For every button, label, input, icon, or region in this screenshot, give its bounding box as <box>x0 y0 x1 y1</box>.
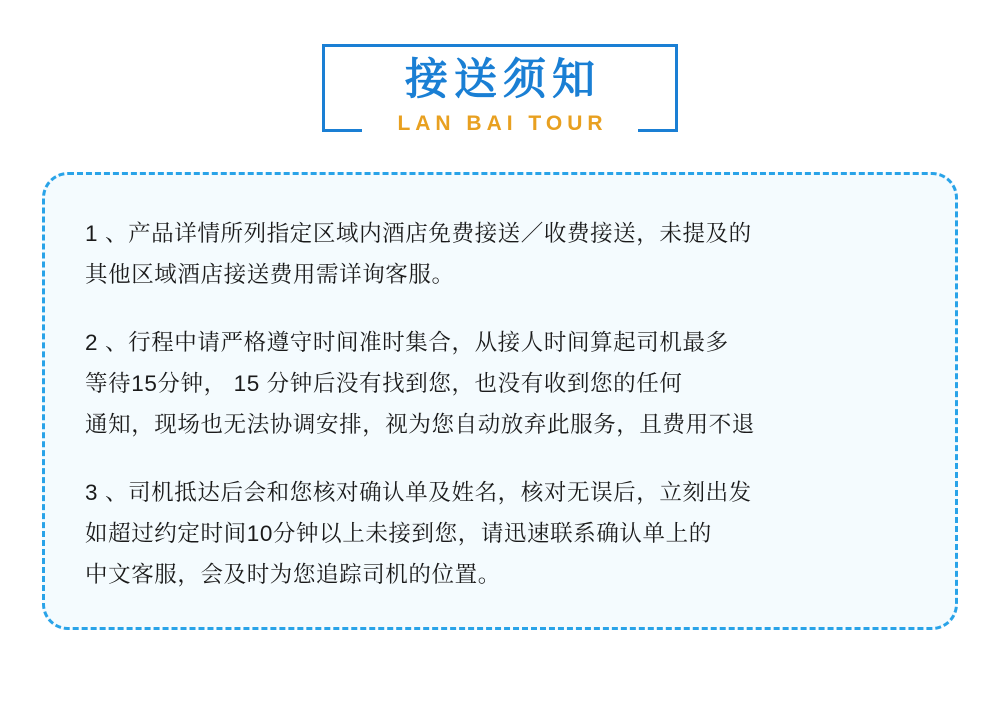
notice-line: 其他区域酒店接送费用需详询客服。 <box>85 262 455 287</box>
page-header <box>0 44 1000 144</box>
notice-line: 等待15分钟， 15 分钟后没有找到您，也没有收到您的任何 <box>85 371 683 396</box>
notice-line: 3 、司机抵达后会和您核对确认单及姓名，核对无误后，立刻出发 <box>85 480 752 505</box>
notice-line: 2 、行程中请严格遵守时间准时集合，从接人时间算起司机最多 <box>85 330 729 355</box>
notice-item <box>85 472 919 595</box>
notice-content <box>85 213 919 595</box>
frame-top-line <box>322 44 678 47</box>
page-title: 接送须知 <box>405 56 601 104</box>
page-subtitle: LAN BAI TOUR <box>397 112 608 135</box>
notice-line: 中文客服，会及时为您追踪司机的位置。 <box>85 562 501 587</box>
notice-line: 通知，现场也无法协调安排，视为您自动放弃此服务，且费用不退 <box>85 412 755 437</box>
notice-card <box>42 172 958 630</box>
notice-item <box>85 322 919 445</box>
notice-line: 如超过约定时间10分钟以上未接到您，请迅速联系确认单上的 <box>85 521 712 546</box>
notice-item <box>85 213 919 295</box>
notice-line: 1 、产品详情所列指定区域内酒店免费接送／收费接送，未提及的 <box>85 221 752 246</box>
